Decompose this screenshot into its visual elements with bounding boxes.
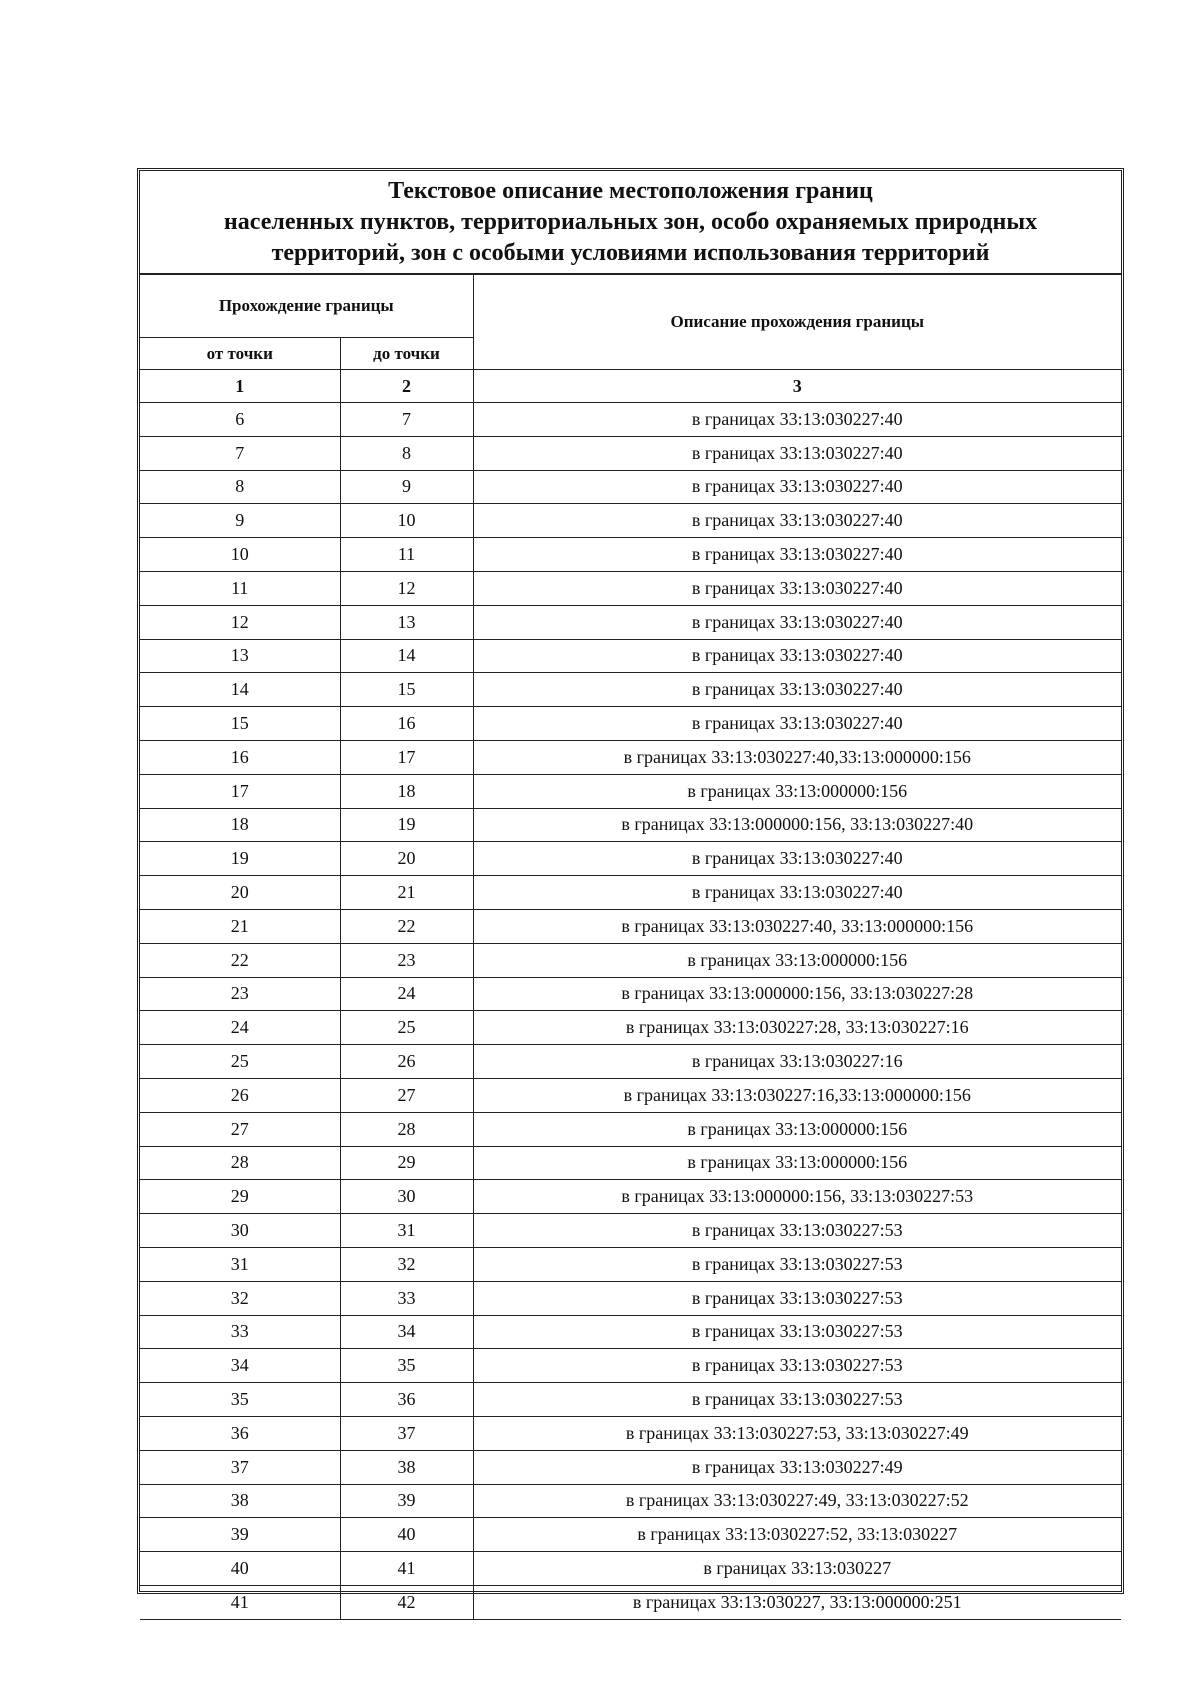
cell-description: в границах 33:13:030227:53 bbox=[473, 1281, 1121, 1315]
table-row bbox=[140, 1281, 1121, 1315]
cell-to-point: 8 bbox=[340, 436, 473, 470]
boundary-table bbox=[140, 275, 1121, 1620]
cell-from-point: 9 bbox=[140, 504, 340, 538]
cell-description: в границах 33:13:030227:53 bbox=[473, 1383, 1121, 1417]
cell-description: в границах 33:13:030227:53 bbox=[473, 1349, 1121, 1383]
table-row bbox=[140, 1011, 1121, 1045]
cell-to-point: 25 bbox=[340, 1011, 473, 1045]
cell-to-point: 28 bbox=[340, 1112, 473, 1146]
cell-description: в границах 33:13:030227:40 bbox=[473, 707, 1121, 741]
document-frame bbox=[137, 168, 1124, 1612]
table-row bbox=[140, 740, 1121, 774]
cell-from-point: 22 bbox=[140, 943, 340, 977]
table-row bbox=[140, 909, 1121, 943]
cell-description: в границах 33:13:030227:52, 33:13:030227 bbox=[473, 1518, 1121, 1552]
cell-description: в границах 33:13:030227:53 bbox=[473, 1247, 1121, 1281]
column-numbers-row bbox=[140, 370, 1121, 403]
cell-from-point: 35 bbox=[140, 1383, 340, 1417]
table-row bbox=[140, 1180, 1121, 1214]
header-from-point: от точки bbox=[140, 338, 340, 370]
cell-to-point: 41 bbox=[340, 1552, 473, 1586]
table-row bbox=[140, 1450, 1121, 1484]
cell-from-point: 34 bbox=[140, 1349, 340, 1383]
cell-to-point: 35 bbox=[340, 1349, 473, 1383]
cell-to-point: 17 bbox=[340, 740, 473, 774]
table-row bbox=[140, 1349, 1121, 1383]
table-row bbox=[140, 1552, 1121, 1586]
cell-to-point: 20 bbox=[340, 842, 473, 876]
cell-to-point: 21 bbox=[340, 876, 473, 910]
table-row bbox=[140, 470, 1121, 504]
table-row bbox=[140, 1416, 1121, 1450]
table-row bbox=[140, 1045, 1121, 1079]
cell-from-point: 13 bbox=[140, 639, 340, 673]
cell-description: в границах 33:13:030227:40 bbox=[473, 538, 1121, 572]
table-row bbox=[140, 504, 1121, 538]
table-row bbox=[140, 943, 1121, 977]
cell-from-point: 23 bbox=[140, 977, 340, 1011]
column-number-3: 3 bbox=[473, 370, 1121, 403]
cell-description: в границах 33:13:030227:40 bbox=[473, 605, 1121, 639]
cell-to-point: 10 bbox=[340, 504, 473, 538]
cell-to-point: 38 bbox=[340, 1450, 473, 1484]
cell-description: в границах 33:13:030227, 33:13:000000:251 bbox=[473, 1585, 1121, 1619]
cell-to-point: 29 bbox=[340, 1146, 473, 1180]
table-row bbox=[140, 538, 1121, 572]
cell-to-point: 13 bbox=[340, 605, 473, 639]
title-line-1: Текстовое описание местоположения границ bbox=[388, 177, 873, 204]
cell-description: в границах 33:13:030227:16 bbox=[473, 1045, 1121, 1079]
cell-to-point: 7 bbox=[340, 403, 473, 437]
cell-from-point: 32 bbox=[140, 1281, 340, 1315]
cell-description: в границах 33:13:000000:156 bbox=[473, 1112, 1121, 1146]
cell-to-point: 24 bbox=[340, 977, 473, 1011]
cell-to-point: 27 bbox=[340, 1078, 473, 1112]
cell-description: в границах 33:13:030227:40 bbox=[473, 504, 1121, 538]
cell-to-point: 18 bbox=[340, 774, 473, 808]
cell-from-point: 12 bbox=[140, 605, 340, 639]
cell-to-point: 42 bbox=[340, 1585, 473, 1619]
table-row bbox=[140, 774, 1121, 808]
cell-from-point: 15 bbox=[140, 707, 340, 741]
column-number-1: 1 bbox=[140, 370, 340, 403]
cell-description: в границах 33:13:030227:40 bbox=[473, 876, 1121, 910]
cell-description: в границах 33:13:030227:40 bbox=[473, 403, 1121, 437]
header-passage: Прохождение границы bbox=[140, 275, 473, 338]
boundary-table-body bbox=[140, 275, 1121, 1619]
cell-description: в границах 33:13:030227:40 bbox=[473, 673, 1121, 707]
cell-from-point: 14 bbox=[140, 673, 340, 707]
cell-to-point: 9 bbox=[340, 470, 473, 504]
table-row bbox=[140, 842, 1121, 876]
cell-description: в границах 33:13:030227:40 bbox=[473, 571, 1121, 605]
table-row bbox=[140, 876, 1121, 910]
cell-description: в границах 33:13:030227:49 bbox=[473, 1450, 1121, 1484]
table-row bbox=[140, 1146, 1121, 1180]
cell-description: в границах 33:13:030227:40,33:13:000000:156 bbox=[473, 740, 1121, 774]
cell-to-point: 22 bbox=[340, 909, 473, 943]
cell-from-point: 18 bbox=[140, 808, 340, 842]
cell-to-point: 14 bbox=[340, 639, 473, 673]
cell-description: в границах 33:13:000000:156 bbox=[473, 774, 1121, 808]
cell-from-point: 21 bbox=[140, 909, 340, 943]
cell-to-point: 30 bbox=[340, 1180, 473, 1214]
column-number-2: 2 bbox=[340, 370, 473, 403]
cell-from-point: 37 bbox=[140, 1450, 340, 1484]
cell-to-point: 15 bbox=[340, 673, 473, 707]
cell-to-point: 19 bbox=[340, 808, 473, 842]
cell-from-point: 25 bbox=[140, 1045, 340, 1079]
cell-description: в границах 33:13:030227:40, 33:13:000000:156 bbox=[473, 909, 1121, 943]
cell-from-point: 38 bbox=[140, 1484, 340, 1518]
cell-from-point: 31 bbox=[140, 1247, 340, 1281]
table-row bbox=[140, 1214, 1121, 1248]
table-row bbox=[140, 1078, 1121, 1112]
cell-from-point: 16 bbox=[140, 740, 340, 774]
cell-to-point: 32 bbox=[340, 1247, 473, 1281]
cell-description: в границах 33:13:030227:40 bbox=[473, 470, 1121, 504]
table-row bbox=[140, 673, 1121, 707]
document-title bbox=[140, 171, 1121, 275]
cell-from-point: 7 bbox=[140, 436, 340, 470]
table-row bbox=[140, 1315, 1121, 1349]
title-line-2: населенных пунктов, территориальных зон, особо охраняемых природных bbox=[223, 208, 1038, 235]
cell-description: в границах 33:13:030227:40 bbox=[473, 639, 1121, 673]
table-row bbox=[140, 403, 1121, 437]
cell-description: в границах 33:13:000000:156 bbox=[473, 1146, 1121, 1180]
cell-from-point: 41 bbox=[140, 1585, 340, 1619]
cell-to-point: 36 bbox=[340, 1383, 473, 1417]
table-row bbox=[140, 436, 1121, 470]
cell-description: в границах 33:13:030227 bbox=[473, 1552, 1121, 1586]
cell-to-point: 11 bbox=[340, 538, 473, 572]
cell-from-point: 39 bbox=[140, 1518, 340, 1552]
cell-from-point: 36 bbox=[140, 1416, 340, 1450]
cell-from-point: 17 bbox=[140, 774, 340, 808]
title-line-3: территорий, зон с особыми условиями использования территорий bbox=[271, 239, 990, 266]
cell-to-point: 31 bbox=[340, 1214, 473, 1248]
cell-to-point: 12 bbox=[340, 571, 473, 605]
cell-from-point: 33 bbox=[140, 1315, 340, 1349]
header-description: Описание прохождения границы bbox=[473, 275, 1121, 370]
cell-description: в границах 33:13:000000:156, 33:13:030227:28 bbox=[473, 977, 1121, 1011]
table-row bbox=[140, 1585, 1121, 1619]
table-row bbox=[140, 707, 1121, 741]
cell-from-point: 26 bbox=[140, 1078, 340, 1112]
cell-description: в границах 33:13:030227:28, 33:13:030227:16 bbox=[473, 1011, 1121, 1045]
cell-to-point: 40 bbox=[340, 1518, 473, 1552]
header-to-point: до точки bbox=[340, 338, 473, 370]
table-row bbox=[140, 605, 1121, 639]
cell-to-point: 37 bbox=[340, 1416, 473, 1450]
table-row bbox=[140, 571, 1121, 605]
table-row bbox=[140, 639, 1121, 673]
cell-description: в границах 33:13:030227:49, 33:13:030227:52 bbox=[473, 1484, 1121, 1518]
cell-description: в границах 33:13:030227:40 bbox=[473, 842, 1121, 876]
table-row bbox=[140, 1484, 1121, 1518]
table-row bbox=[140, 808, 1121, 842]
table-row bbox=[140, 1247, 1121, 1281]
cell-to-point: 34 bbox=[340, 1315, 473, 1349]
cell-from-point: 28 bbox=[140, 1146, 340, 1180]
table-row bbox=[140, 1383, 1121, 1417]
cell-description: в границах 33:13:030227:40 bbox=[473, 436, 1121, 470]
cell-from-point: 6 bbox=[140, 403, 340, 437]
cell-from-point: 8 bbox=[140, 470, 340, 504]
cell-from-point: 30 bbox=[140, 1214, 340, 1248]
cell-to-point: 33 bbox=[340, 1281, 473, 1315]
cell-description: в границах 33:13:000000:156, 33:13:030227:40 bbox=[473, 808, 1121, 842]
cell-from-point: 40 bbox=[140, 1552, 340, 1586]
table-row bbox=[140, 1518, 1121, 1552]
cell-to-point: 39 bbox=[340, 1484, 473, 1518]
cell-from-point: 10 bbox=[140, 538, 340, 572]
cell-description: в границах 33:13:030227:16,33:13:000000:156 bbox=[473, 1078, 1121, 1112]
cell-description: в границах 33:13:000000:156 bbox=[473, 943, 1121, 977]
cell-to-point: 16 bbox=[340, 707, 473, 741]
table-row bbox=[140, 1112, 1121, 1146]
table-row bbox=[140, 977, 1121, 1011]
cell-description: в границах 33:13:000000:156, 33:13:030227:53 bbox=[473, 1180, 1121, 1214]
cell-to-point: 23 bbox=[340, 943, 473, 977]
cell-from-point: 20 bbox=[140, 876, 340, 910]
cell-from-point: 24 bbox=[140, 1011, 340, 1045]
cell-from-point: 29 bbox=[140, 1180, 340, 1214]
cell-description: в границах 33:13:030227:53 bbox=[473, 1315, 1121, 1349]
cell-to-point: 26 bbox=[340, 1045, 473, 1079]
cell-from-point: 11 bbox=[140, 571, 340, 605]
cell-description: в границах 33:13:030227:53, 33:13:030227:49 bbox=[473, 1416, 1121, 1450]
cell-from-point: 27 bbox=[140, 1112, 340, 1146]
cell-description: в границах 33:13:030227:53 bbox=[473, 1214, 1121, 1248]
cell-from-point: 19 bbox=[140, 842, 340, 876]
